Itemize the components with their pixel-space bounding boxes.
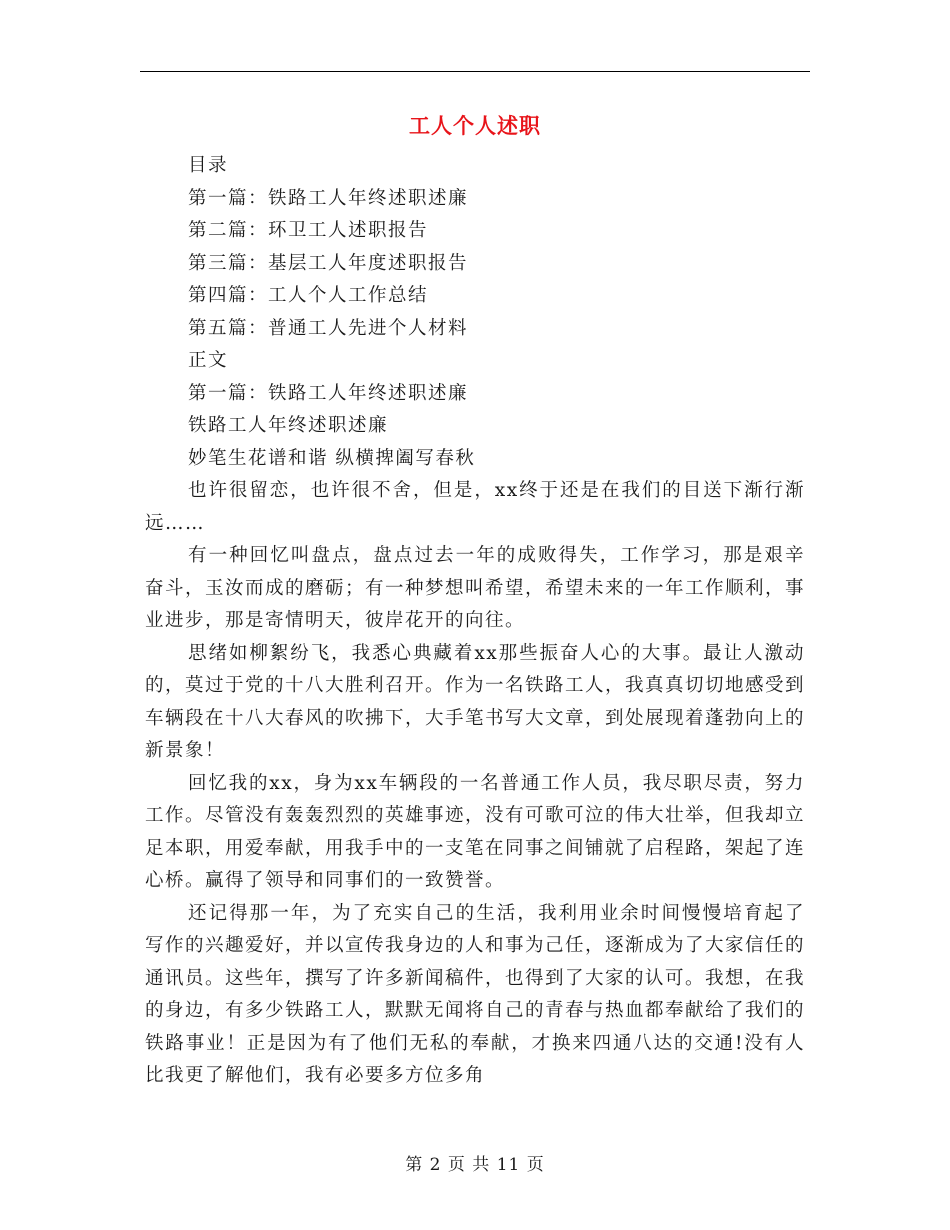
paragraph: 有一种回忆叫盘点，盘点过去一年的成败得失，工作学习，那是艰辛奋斗，玉汝而成的磨砺；有一种梦想叫希望，希望未来的一年工作顺利，事业进步，那是寄情明天，彼岸花开的向往。 [145,545,806,631]
paragraph: 也许很留恋，也许很不舍，但是，xx终于还是在我们的目送下渐行渐远…… [145,480,805,534]
toc-item-1: 第一篇：铁路工人年终述职述廉 [188,187,469,209]
paragraph: 回忆我的xx，身为xx车辆段的一名普通工作人员，我尽职尽责，努力工作。尽管没有轰轰烈烈的英雄事迹，没有可歌可泣的伟大壮举，但我却立足本职，用爱奉献，用我手中的一支笔在同事之间铺就了启程路，架起了连心桥。赢得了领导和同事们的一致赞誉。 [145,772,806,891]
document-body [145,150,805,1093]
toc-item-3: 第三篇：基层工人年度述职报告 [188,252,469,274]
chapter-heading: 第一篇：铁路工人年终述职述廉 [188,382,469,404]
page-number-footer: 第 2 页 共 11 页 [405,1155,545,1175]
article-title: 铁路工人年终述职述廉 [188,415,389,436]
header-rule [140,71,810,72]
article-subtitle: 妙笔生花谱和谐 纵横捭阖写春秋 [188,447,476,469]
body-heading: 正文 [188,350,229,371]
paragraph: 思绪如柳絮纷飞，我悉心典藏着xx那些振奋人心的大事。最让人激动的，莫过于党的十八大胜利召开。作为一名铁路工人，我真真切切地感受到车辆段在十八大春风的吹拂下，大手笔书写大文章，到处展现着蓬勃向上的新景象！ [145,642,806,761]
document-title: 工人个人述职 [409,113,541,138]
toc-item-2: 第二篇：环卫工人述职报告 [188,220,429,241]
paragraph: 还记得那一年，为了充实自己的生活，我利用业余时间慢慢培育起了写作的兴趣爱好，并以宣传我身边的人和事为己任，逐渐成为了大家信任的通讯员。这些年，撰写了许多新闻稿件，也得到了大家的认可。我想，在我的身边，有多少铁路工人，默默无闻将自己的青春与热血都奉献给了我们的铁路事业！正是因为有了他们无私的奉献，才换来四通八达的交通!没有人比我更了解他们，我有必要多方位多角 [145,902,806,1086]
toc-item-5: 第五篇：普通工人先进个人材料 [188,317,469,339]
toc-heading: 目录 [188,155,229,176]
toc-item-4: 第四篇：工人个人工作总结 [188,285,429,306]
